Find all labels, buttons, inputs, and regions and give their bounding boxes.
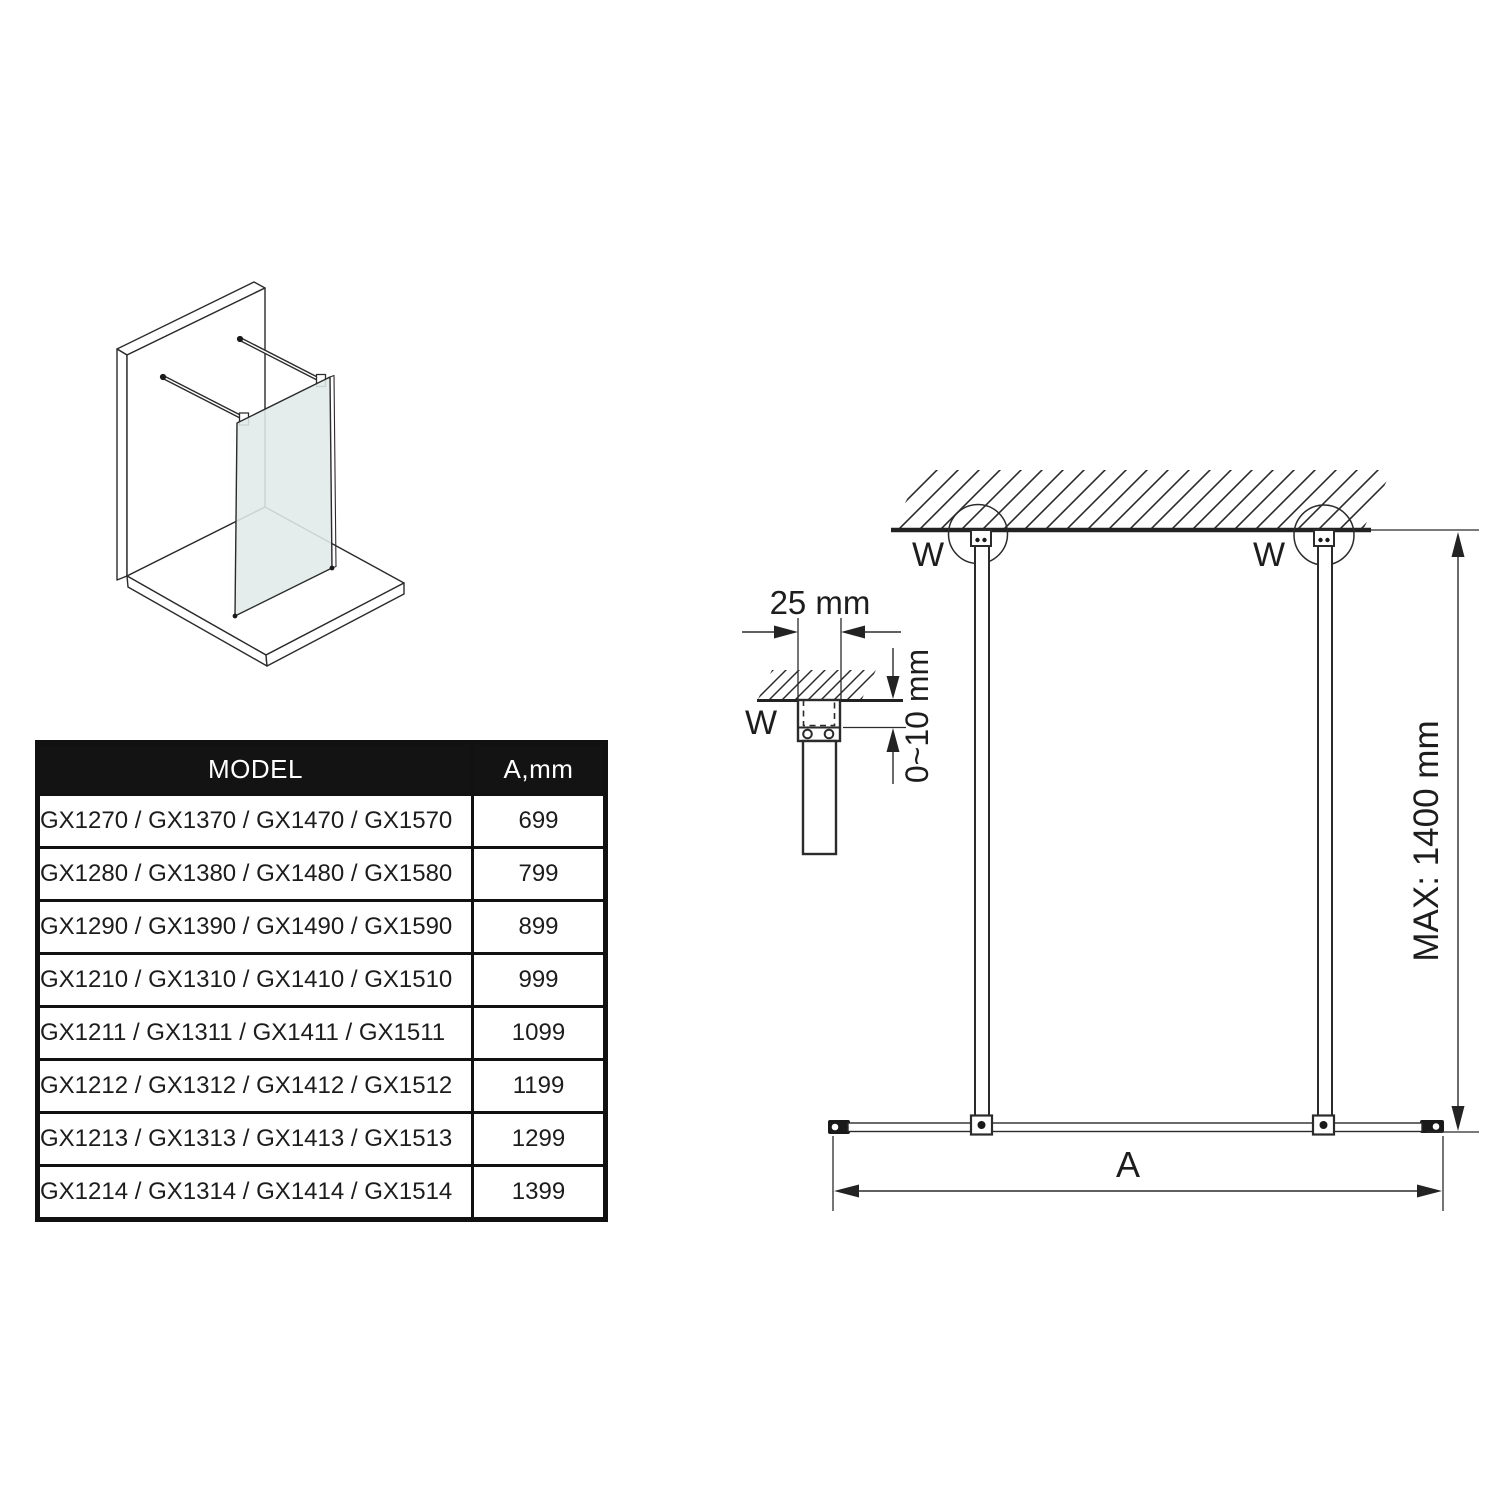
a-mm-cell: 1099 bbox=[473, 1007, 606, 1060]
detail-bracket-screw-1 bbox=[803, 730, 812, 739]
detail-wall-hatch bbox=[758, 670, 876, 699]
detail-callout-label: W bbox=[744, 704, 778, 742]
isometric-view bbox=[117, 282, 404, 666]
spec-table-header-row bbox=[38, 743, 606, 795]
a-mm-cell: 1399 bbox=[473, 1166, 606, 1220]
wall-bracket-left-screw-2 bbox=[982, 538, 986, 542]
a-mm-cell: 899 bbox=[473, 901, 606, 954]
gap-arrow-up bbox=[887, 728, 900, 752]
glass-edge bbox=[848, 1123, 1422, 1132]
iso-wall-side-edge bbox=[117, 349, 127, 580]
iso-wall-anchor-front bbox=[160, 374, 166, 380]
support-bar-left bbox=[975, 546, 989, 1117]
dim25-arrow-right bbox=[841, 626, 865, 639]
wall-hatch bbox=[893, 470, 1392, 528]
wall-bracket-left bbox=[971, 530, 991, 546]
a-mm-cell: 799 bbox=[473, 848, 606, 901]
iso-glass-foot-left bbox=[233, 614, 238, 619]
spec-table-body bbox=[38, 795, 606, 1220]
dimension-width-a bbox=[833, 1136, 1443, 1211]
model-cell: GX1290 / GX1390 / GX1490 / GX1590 bbox=[38, 901, 473, 954]
gap-label: 0~10 mm bbox=[899, 648, 935, 784]
max-height-label: MAX: 1400 mm bbox=[1407, 720, 1446, 962]
table-row bbox=[38, 1113, 606, 1166]
glass-end-hole-right bbox=[1433, 1123, 1440, 1130]
table-row bbox=[38, 1166, 606, 1220]
detail-bracket bbox=[798, 700, 840, 854]
gap-arrow-down bbox=[887, 676, 900, 699]
model-cell: GX1212 / GX1312 / GX1412 / GX1512 bbox=[38, 1060, 473, 1113]
model-cell: GX1280 / GX1380 / GX1480 / GX1580 bbox=[38, 848, 473, 901]
table-row bbox=[38, 1007, 606, 1060]
glass-top-view bbox=[828, 1116, 1444, 1135]
table-row bbox=[38, 795, 606, 848]
callout-label-left: W bbox=[911, 536, 945, 574]
glass-clamp-right-bolt bbox=[1320, 1121, 1328, 1129]
model-cell: GX1270 / GX1370 / GX1470 / GX1570 bbox=[38, 795, 473, 848]
detail-diagram bbox=[742, 584, 935, 854]
glass-end-profile-left bbox=[828, 1120, 850, 1134]
a-arrow-left bbox=[834, 1185, 859, 1198]
a-arrow-right bbox=[1417, 1185, 1442, 1198]
max-arrow-up bbox=[1452, 532, 1465, 557]
support-bar-right bbox=[1318, 546, 1332, 1117]
iso-glass-foot-right bbox=[330, 566, 335, 571]
model-cell: GX1211 / GX1311 / GX1411 / GX1511 bbox=[38, 1007, 473, 1060]
model-column-header: MODEL bbox=[38, 743, 473, 795]
a-width-label: A bbox=[1115, 1144, 1141, 1185]
table-row bbox=[38, 848, 606, 901]
table-row bbox=[38, 1060, 606, 1113]
glass-end-hole-left bbox=[832, 1124, 839, 1131]
glass-end-profile-right bbox=[1420, 1120, 1444, 1133]
max-arrow-down bbox=[1452, 1106, 1465, 1131]
a-mm-cell: 699 bbox=[473, 795, 606, 848]
model-cell: GX1210 / GX1310 / GX1410 / GX1510 bbox=[38, 954, 473, 1007]
model-cell: GX1214 / GX1314 / GX1414 / GX1514 bbox=[38, 1166, 473, 1220]
callout-label-right: W bbox=[1252, 536, 1286, 574]
dimension-max-height bbox=[1407, 532, 1479, 1132]
a-mm-cell: 1299 bbox=[473, 1113, 606, 1166]
detail-support-bar bbox=[803, 741, 836, 854]
a-mm-cell: 1199 bbox=[473, 1060, 606, 1113]
model-cell: GX1213 / GX1313 / GX1413 / GX1513 bbox=[38, 1113, 473, 1166]
dim25-arrow-left bbox=[774, 626, 798, 639]
front-diagram bbox=[828, 470, 1479, 1211]
iso-wall-anchor-back bbox=[237, 336, 243, 342]
dimension-0-10mm bbox=[843, 648, 935, 784]
a-mm-cell: 999 bbox=[473, 954, 606, 1007]
spec-table bbox=[35, 740, 608, 1222]
detail-width-label: 25 mm bbox=[769, 584, 871, 621]
a-mm-column-header: A,mm bbox=[473, 743, 606, 795]
wall-bracket-right-screw-1 bbox=[1318, 538, 1322, 542]
wall-bracket-left-screw-1 bbox=[975, 538, 979, 542]
table-row bbox=[38, 954, 606, 1007]
wall-bracket-right-screw-2 bbox=[1325, 538, 1329, 542]
detail-bracket-screw-2 bbox=[825, 730, 834, 739]
wall-bracket-right bbox=[1314, 530, 1334, 546]
table-row bbox=[38, 901, 606, 954]
glass-clamp-left-bolt bbox=[978, 1121, 986, 1129]
